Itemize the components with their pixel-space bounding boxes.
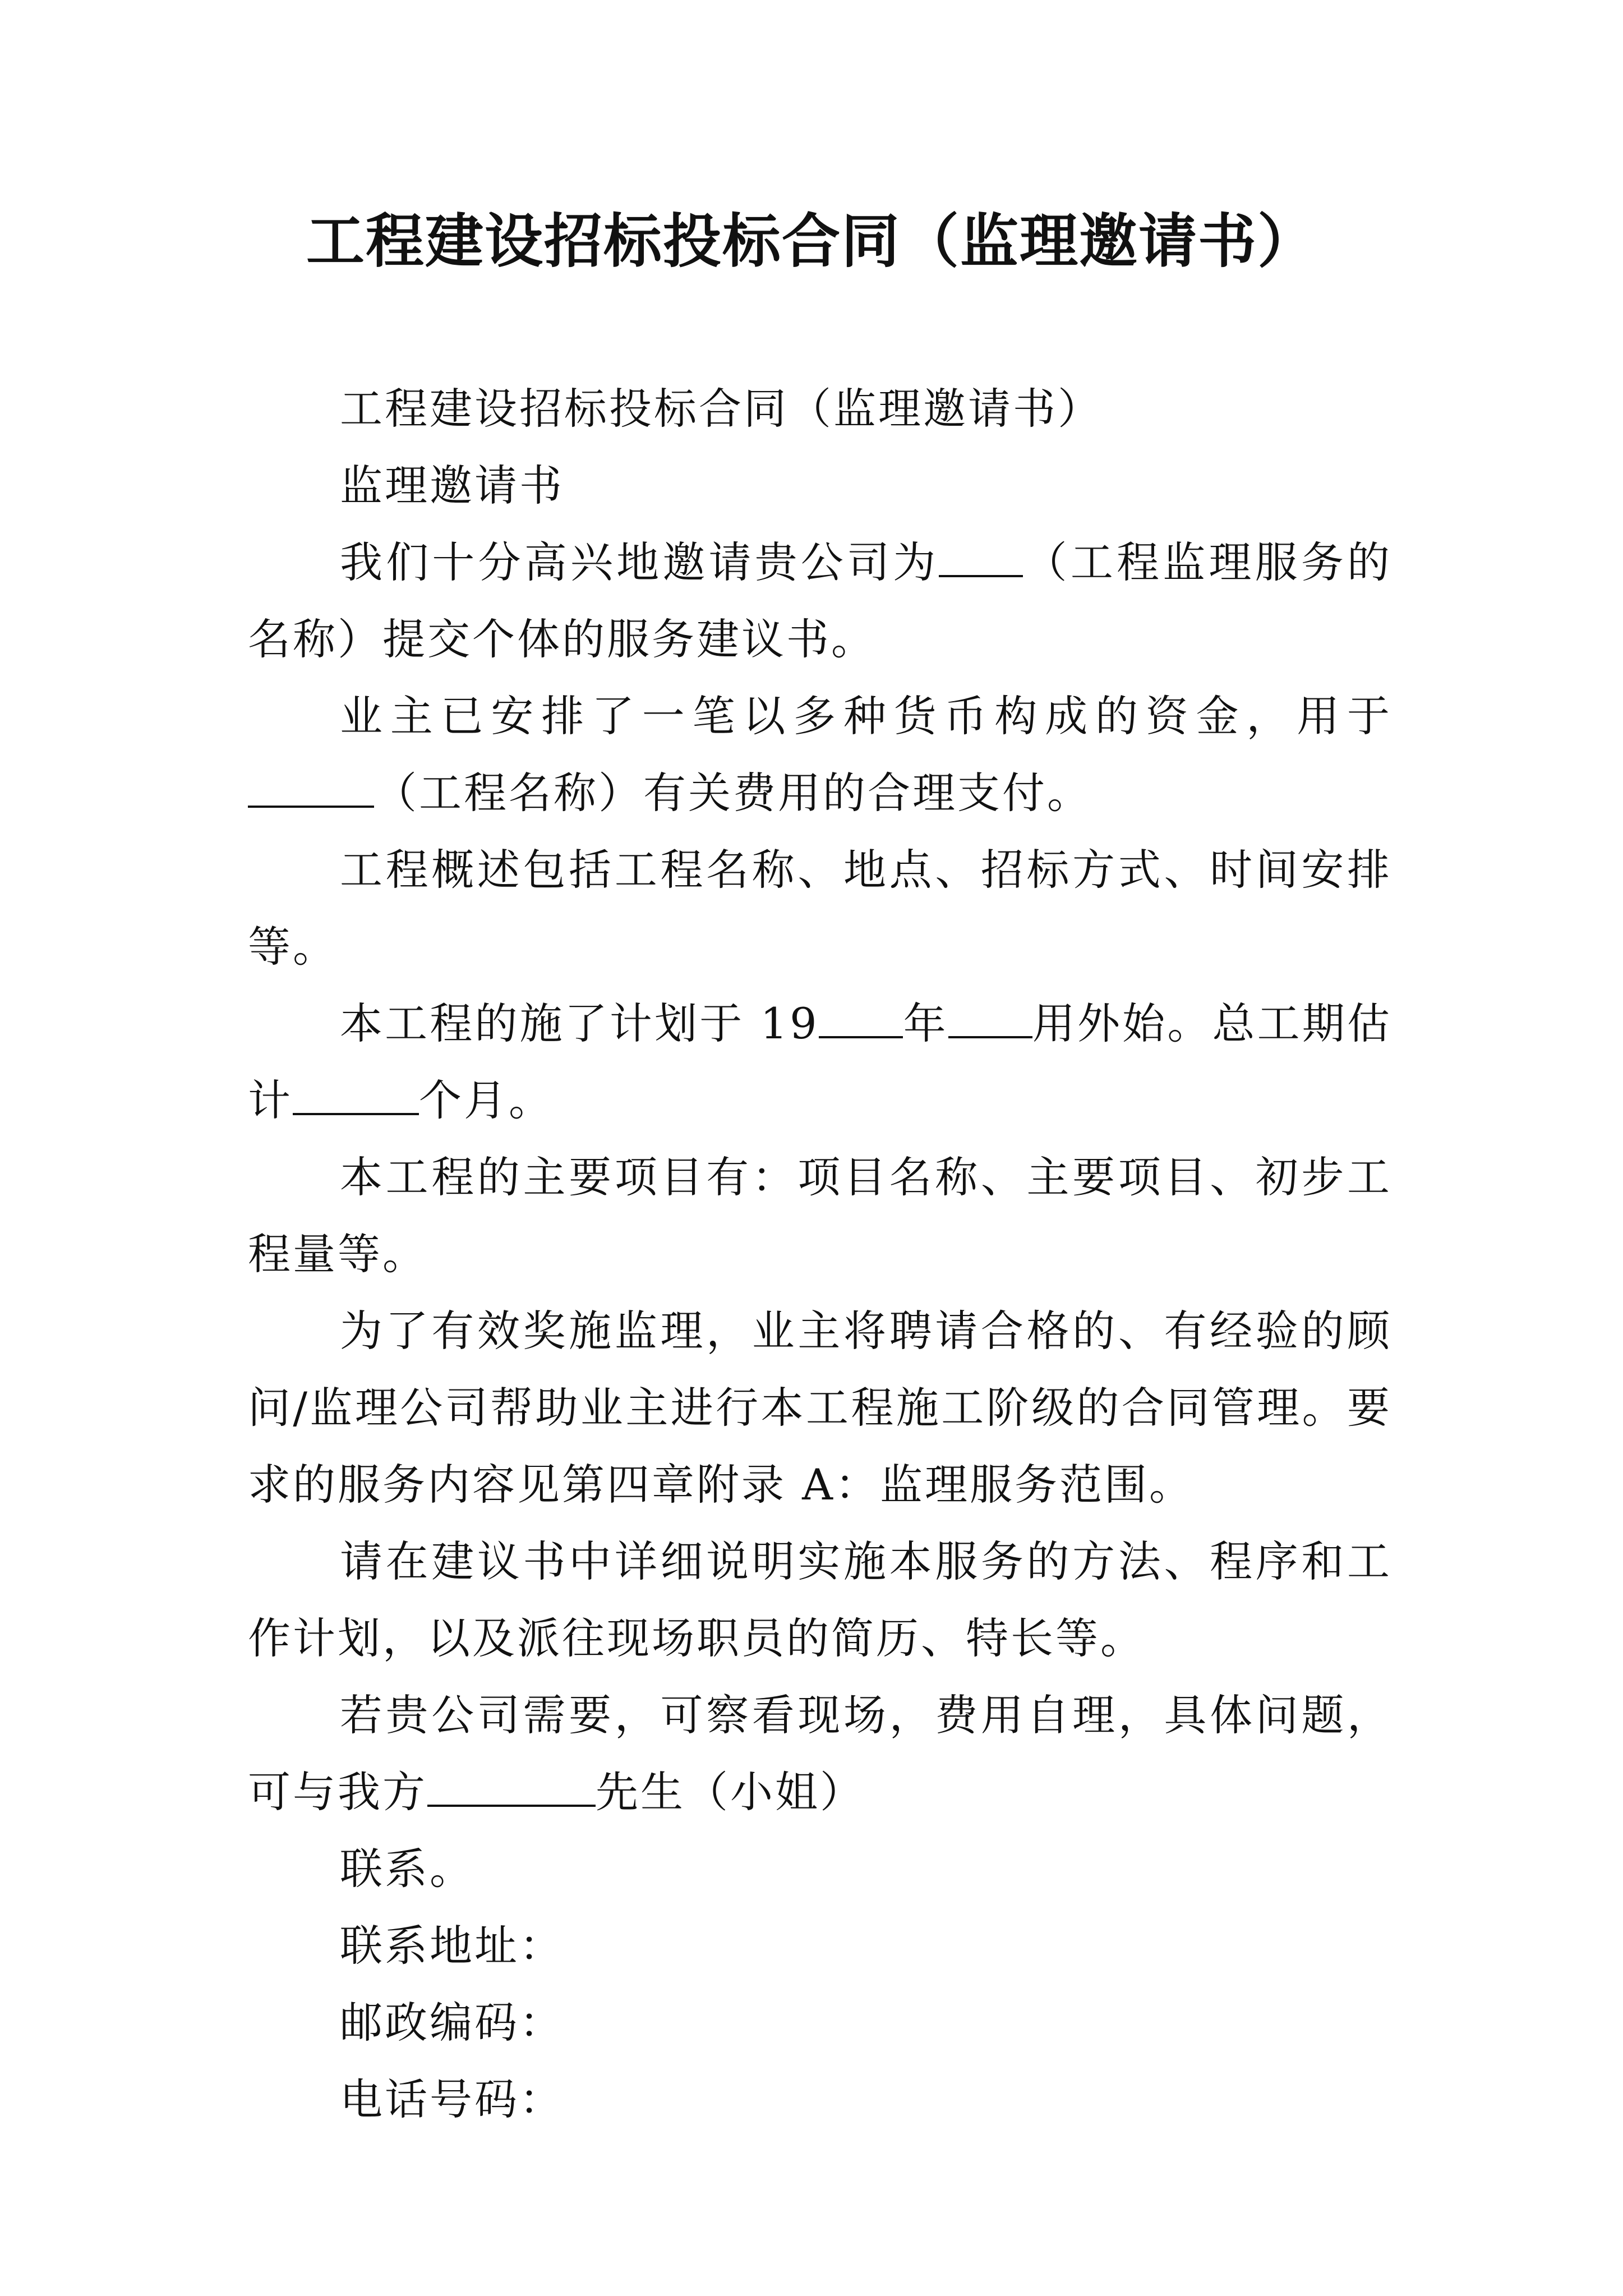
paragraph-phone: 电话号码： [340, 2074, 564, 2124]
invitation-text-end: （工程监理服务的名称）提交个体的服务建议书。 [248, 537, 1393, 664]
schedule-year-label: 年 [903, 999, 948, 1048]
paragraph-main-items: 本工程的主要项目有：项目名称、主要项目、初步工程量等。 [248, 1152, 1392, 1279]
paragraph-invitation [248, 524, 1392, 678]
schedule-text-end: 个月。 [419, 1075, 554, 1125]
paragraph-funding [248, 678, 1392, 831]
paragraph-contact: 联系。 [340, 1844, 474, 1894]
contact-person-blank [427, 1765, 596, 1807]
paragraph-schedule [248, 985, 1392, 1139]
paragraph-site-visit [248, 1677, 1392, 1830]
paragraph-subtitle: 监理邀请书 [340, 461, 564, 510]
site-visit-text-start: 若贵公司需要，可察看现场，费用自理，具体问题，可与我方 [248, 1690, 1392, 1817]
paragraph-overview: 工程概述包括工程名称、地点、招标方式、时间安排等。 [248, 845, 1392, 972]
invitation-text-start: 我们十分高兴地邀请贵公司为 [340, 537, 939, 587]
paragraph-supervision: 为了有效奖施监理，业主将聘请合格的、有经验的顾问/监理公司帮助业主进行本工程施工阶级的合同管理。要求的服务内容见第四章附录 A：监理服务范围。 [248, 1306, 1392, 1510]
schedule-text-middle: 用外始。总工期估计 [248, 999, 1392, 1125]
month-blank [948, 997, 1032, 1038]
project-name-blank [248, 766, 374, 808]
paragraph-address: 联系地址： [340, 1921, 564, 1971]
schedule-text-start: 本工程的施了计划于 19 [340, 999, 819, 1048]
paragraph-postcode: 邮政编码： [340, 1998, 564, 2047]
funding-text-start: 业主已安排了一笔以多种货币构成的资金，用于 [340, 691, 1392, 741]
paragraph-heading-repeat: 工程建设招标投标合同（监理邀请书） [340, 384, 1103, 434]
duration-blank [293, 1074, 419, 1115]
funding-text-end: （工程名称）有关费用的合理支付。 [374, 768, 1092, 818]
document-title: 工程建设招标投标合同（监理邀请书） [306, 206, 1317, 275]
paragraph-proposal: 请在建议书中详细说明实施本服务的方法、程序和工作计划，以及派往现场职员的简历、特长等。 [248, 1536, 1392, 1663]
site-visit-text-end: 先生（小姐） [596, 1767, 865, 1817]
year-blank [819, 997, 903, 1038]
document-body [248, 370, 1392, 2138]
service-name-blank [939, 536, 1023, 577]
